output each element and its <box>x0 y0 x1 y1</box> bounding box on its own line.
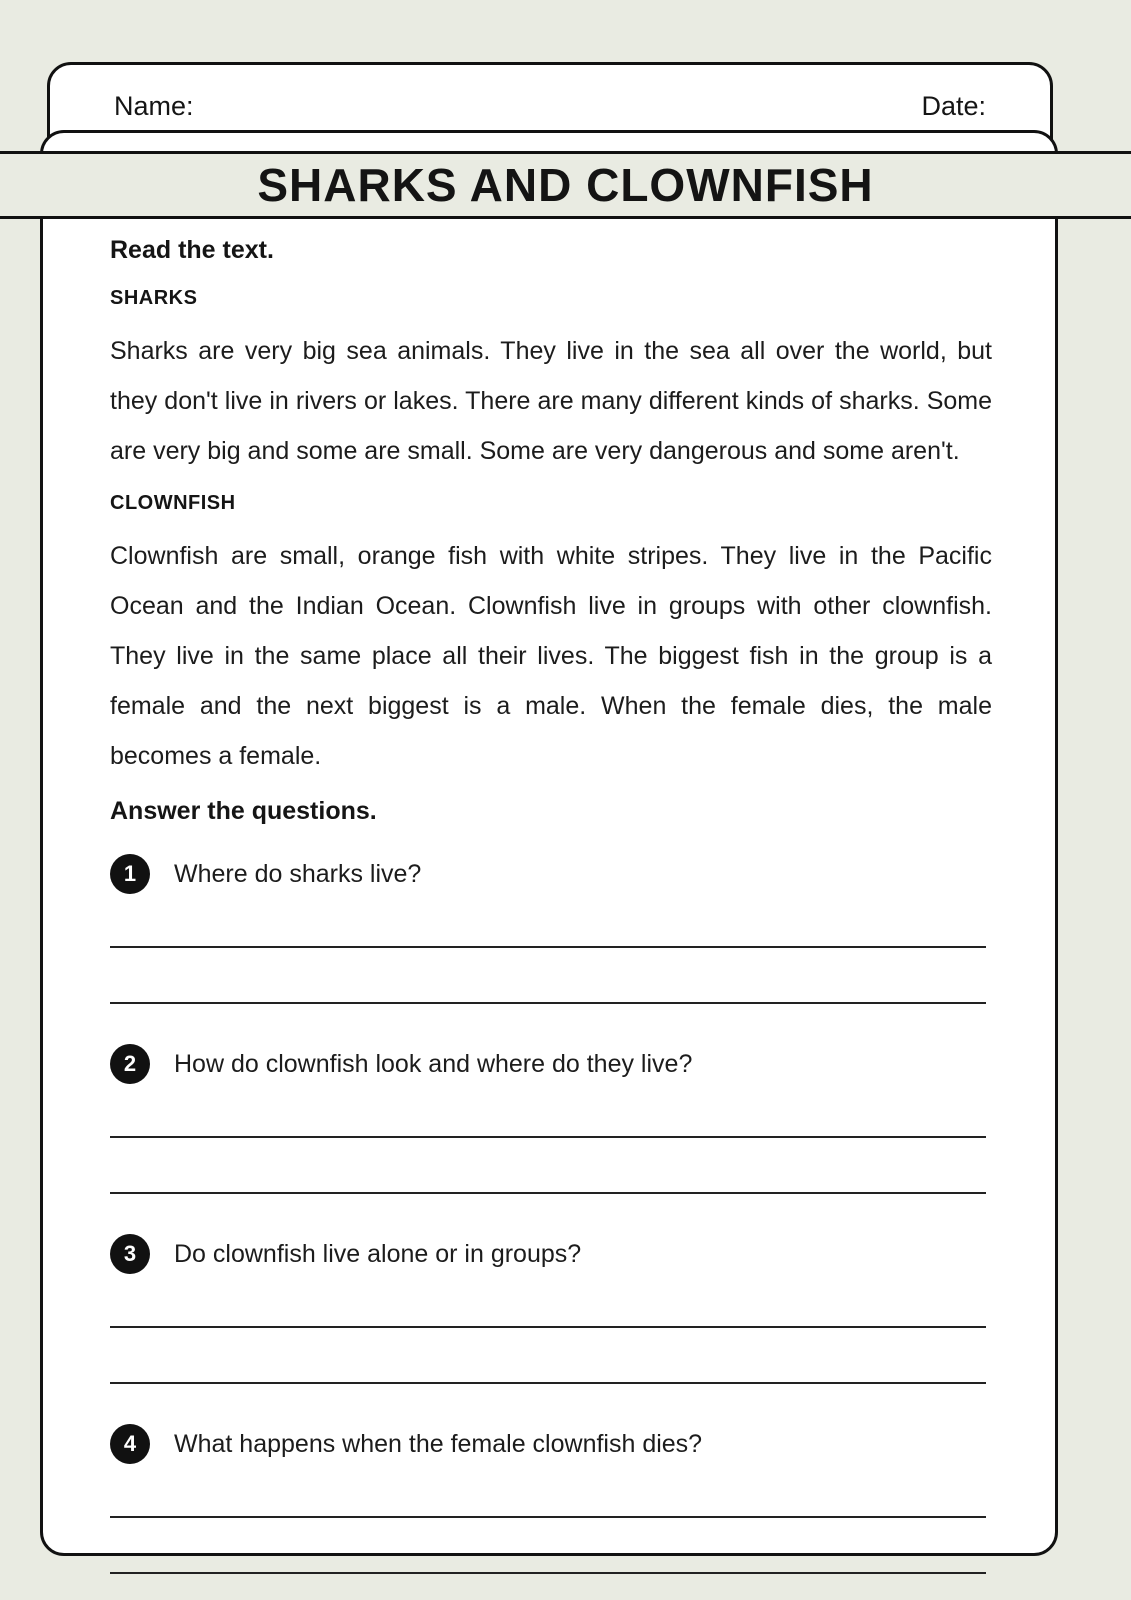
answer-line <box>110 1326 986 1328</box>
question-text: Do clownfish live alone or in groups? <box>174 1239 582 1268</box>
question-text: What happens when the female clownfish dies? <box>174 1429 703 1458</box>
answer-line <box>110 1382 986 1384</box>
title-band <box>0 151 1131 219</box>
question-number-badge: 1 <box>110 854 150 894</box>
section-heading-clownfish: CLOWNFISH <box>110 492 236 514</box>
clownfish-paragraph: Clownfish are small, orange fish with white stripes. They live in the Pacific Ocean and the Indian Ocean. Clownfish live in groups with other clownfish. They live in the same place all their lives. The biggest fish in the group is a female and the next biggest is a male. When the female dies, the male becomes a female. <box>110 542 992 770</box>
worksheet-content <box>110 236 992 1600</box>
answer-line <box>110 1136 986 1138</box>
question-number-badge: 3 <box>110 1234 150 1274</box>
question-item-2 <box>110 1044 992 1084</box>
answer-line <box>110 1516 986 1518</box>
name-label: Name: <box>114 91 194 121</box>
worksheet-title: SHARKS AND CLOWNFISH <box>257 159 874 211</box>
question-number-badge: 2 <box>110 1044 150 1084</box>
answer-instruction: Answer the questions. <box>110 797 377 825</box>
read-instruction: Read the text. <box>110 236 274 264</box>
date-label: Date: <box>921 91 986 121</box>
answer-line <box>110 1002 986 1004</box>
answer-line <box>110 1572 986 1574</box>
question-number-badge: 4 <box>110 1424 150 1464</box>
question-item-4 <box>110 1424 992 1464</box>
sharks-paragraph: Sharks are very big sea animals. They live in the sea all over the world, but they don't live in rivers or lakes. There are many different kinds of sharks. Some are very big and some are small. Some are very dangerous and some aren't. <box>110 337 992 465</box>
question-text: How do clownfish look and where do they live? <box>174 1049 693 1078</box>
question-item-3 <box>110 1234 992 1274</box>
answer-line <box>110 946 986 948</box>
question-item-1 <box>110 854 992 894</box>
answer-line <box>110 1192 986 1194</box>
section-heading-sharks: SHARKS <box>110 287 198 309</box>
question-text: Where do sharks live? <box>174 859 422 888</box>
